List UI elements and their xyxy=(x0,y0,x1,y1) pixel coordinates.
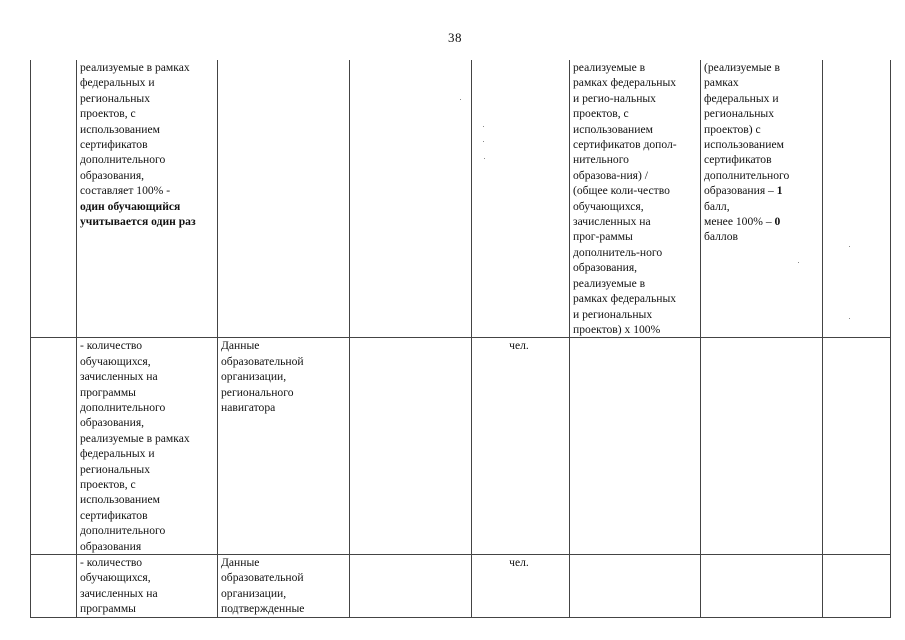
text-line: нительного xyxy=(573,153,629,167)
text-line: сертификатов xyxy=(80,138,148,152)
text-line: федеральных и xyxy=(80,447,155,461)
text-line: регионального xyxy=(221,385,294,399)
text-line: реализуемые в рамках xyxy=(80,431,190,445)
text-line: реализуемые в xyxy=(573,61,646,74)
text-line: обучающихся, xyxy=(573,199,644,213)
page-number: 38 xyxy=(448,30,462,45)
table-row xyxy=(31,555,891,618)
table-row xyxy=(31,338,891,555)
empty-cell xyxy=(350,338,472,555)
text-line: региональных xyxy=(80,91,151,105)
score-cell xyxy=(701,338,823,555)
scan-speck xyxy=(484,158,485,159)
unit-cell: чел. xyxy=(472,338,570,555)
empty-cell xyxy=(350,555,472,618)
source-cell xyxy=(218,338,350,555)
text-line: использованием xyxy=(80,493,160,507)
text-line: дополнительного xyxy=(704,168,790,182)
text-line: использованием xyxy=(80,122,160,136)
text-line: - количество xyxy=(80,556,143,569)
text-line: реализуемые в xyxy=(573,276,646,290)
text-line: дополнитель-ного xyxy=(573,245,663,259)
text-line: федеральных и xyxy=(80,76,155,90)
text-line: зачисленных на xyxy=(80,586,158,600)
text-line: подтвержденные xyxy=(221,602,305,616)
text-line: организации, xyxy=(221,370,287,384)
text-line: региональных xyxy=(80,462,151,476)
text-line: организации, xyxy=(221,586,287,600)
text-line: Данные xyxy=(221,556,260,569)
score-line-b: балл, xyxy=(704,199,730,213)
text-line: и регио-нальных xyxy=(573,91,656,105)
text-line: дополнительного xyxy=(80,524,166,538)
source-cell xyxy=(218,555,350,618)
scan-speck xyxy=(483,126,484,127)
text-line: Данные xyxy=(221,339,260,353)
source-cell xyxy=(218,60,350,338)
text-line: и региональных xyxy=(573,307,653,321)
formula-cell xyxy=(570,555,701,618)
score-line-a: образования – 1 xyxy=(704,184,783,198)
empty-cell xyxy=(823,338,891,555)
text-line: образовательной xyxy=(221,571,304,585)
text-line: образования, xyxy=(573,261,638,275)
text-line: учитывается один раз xyxy=(80,215,196,229)
text-line: - количество xyxy=(80,339,143,353)
text-line: программы xyxy=(80,602,136,616)
score-line-c: менее 100% – 0 xyxy=(704,215,781,229)
indicator-cell xyxy=(77,60,218,338)
text-line: федеральных и xyxy=(704,91,779,105)
text-line: рамках федеральных xyxy=(573,76,677,90)
text-line: проектов) х 100% xyxy=(573,322,661,336)
text-line: проектов, с xyxy=(80,477,136,491)
formula-cell xyxy=(570,60,701,338)
empty-cell xyxy=(350,60,472,338)
score-cell xyxy=(701,555,823,618)
unit-cell xyxy=(472,60,570,338)
text-line: дополнительного xyxy=(80,400,166,414)
text-line: программы xyxy=(80,385,136,399)
score-line-d: баллов xyxy=(704,230,738,244)
empty-cell xyxy=(823,555,891,618)
text-line: проектов, с xyxy=(80,107,136,121)
text-line: зачисленных на xyxy=(573,215,651,229)
table-row xyxy=(31,60,891,338)
scan-speck xyxy=(483,141,484,142)
scan-speck xyxy=(460,99,461,100)
formula-cell xyxy=(570,338,701,555)
text-line: один обучающийся xyxy=(80,199,181,213)
text-line: рамках федеральных xyxy=(573,292,677,306)
text-line: зачисленных на xyxy=(80,370,158,384)
text-line: образовательной xyxy=(221,354,304,368)
text-line: сертификатов xyxy=(704,153,772,167)
text-line: обучающихся, xyxy=(80,571,151,585)
number-cell xyxy=(31,555,77,618)
text-line: (общее коли-чество xyxy=(573,184,670,198)
indicator-cell xyxy=(77,338,218,555)
score-cell xyxy=(701,60,823,338)
criteria-table xyxy=(30,60,891,618)
scan-speck xyxy=(798,262,799,263)
text-line: проектов) с xyxy=(704,122,761,136)
scan-speck xyxy=(849,318,850,319)
text-line: сертификатов xyxy=(80,508,148,522)
indicator-cell xyxy=(77,555,218,618)
text-line: использованием xyxy=(573,122,653,136)
text-line: образования, xyxy=(80,168,145,182)
text-line: образования xyxy=(80,539,142,553)
unit-cell: чел. xyxy=(472,555,570,618)
text-line: навигатора xyxy=(221,400,276,414)
empty-cell xyxy=(823,60,891,338)
text-line: реализуемые в рамках xyxy=(80,61,190,74)
text-line: проектов, с xyxy=(573,107,629,121)
number-cell xyxy=(31,338,77,555)
text-line: сертификатов допол- xyxy=(573,138,677,152)
text-line: дополнительного xyxy=(80,153,166,167)
text-line: прог-раммы xyxy=(573,230,633,244)
text-line: образования, xyxy=(80,416,145,430)
scan-speck xyxy=(849,246,850,247)
text-line: рамках xyxy=(704,76,739,90)
text-line: региональных xyxy=(704,107,775,121)
text-line: образова-ния) / xyxy=(573,168,648,182)
text-line: использованием xyxy=(704,138,784,152)
text-line: (реализуемые в xyxy=(704,61,780,74)
text-line: обучающихся, xyxy=(80,354,151,368)
number-cell xyxy=(31,60,77,338)
text-line: составляет 100% - xyxy=(80,184,171,198)
